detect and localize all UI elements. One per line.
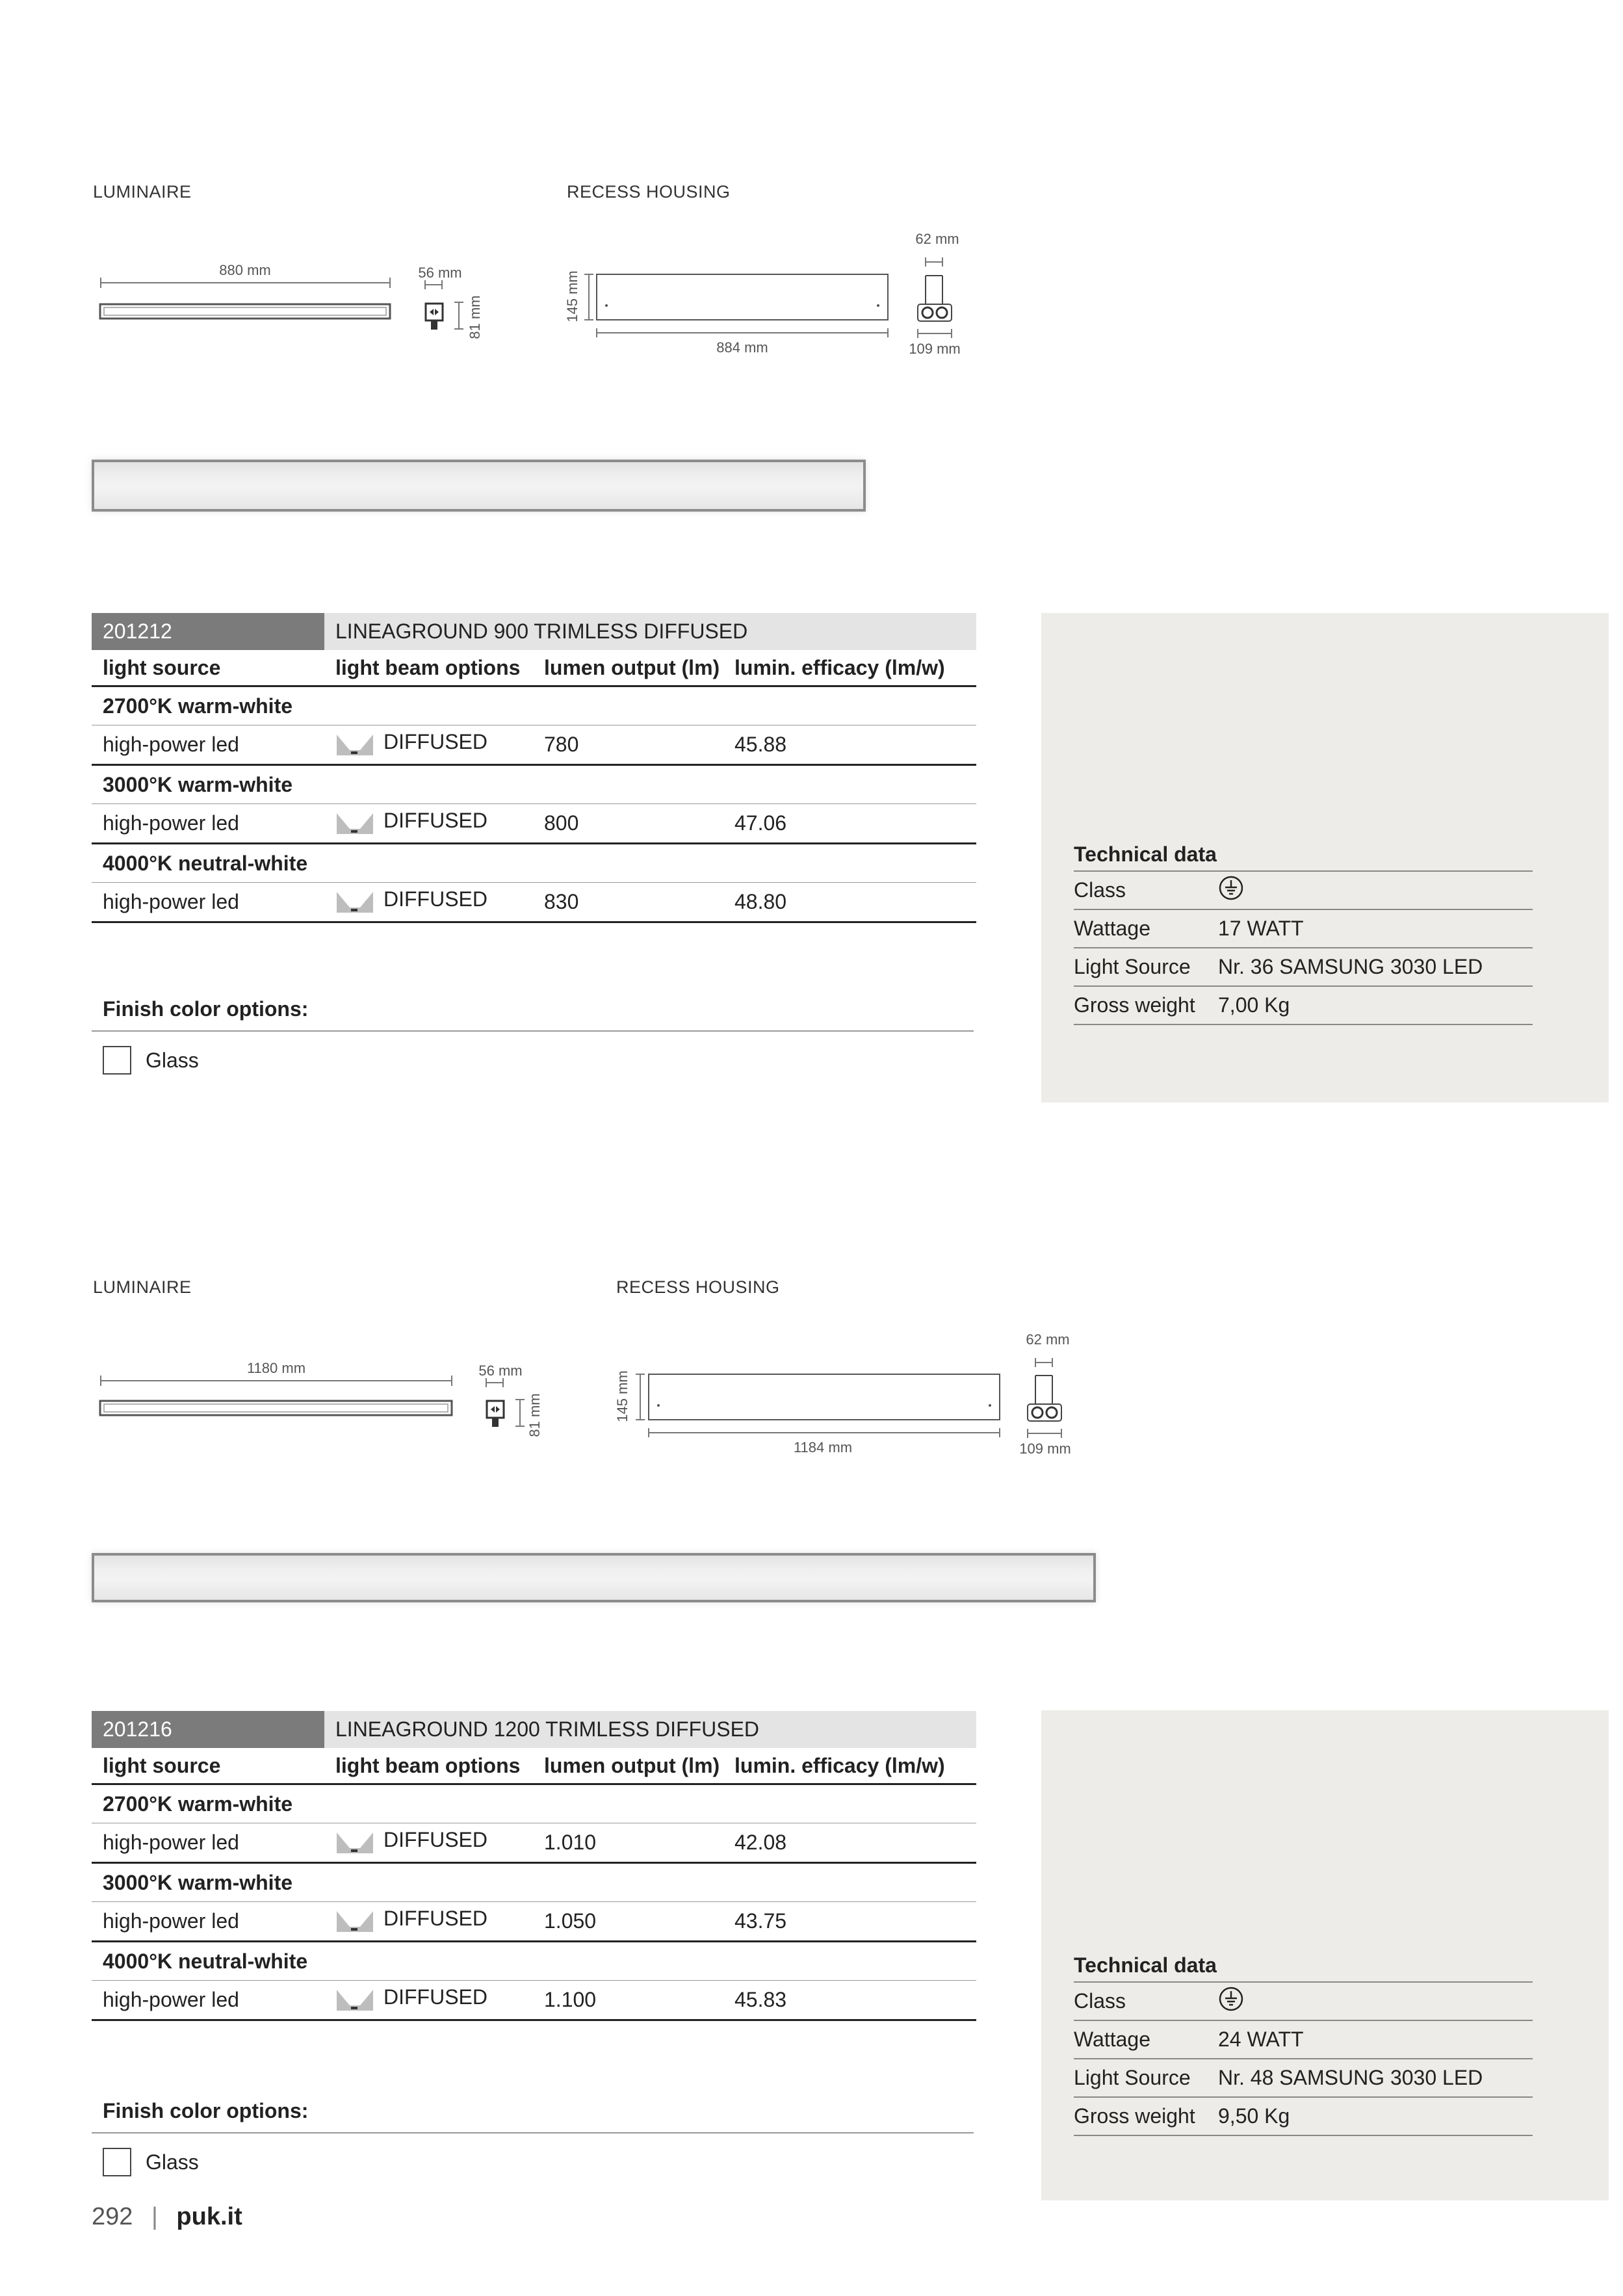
col-efficacy: lumin. efficacy (lm/w) — [734, 1754, 945, 1777]
page-number: 292 — [92, 2203, 133, 2230]
tech-source: Nr. 36 SAMSUNG 3030 LED — [1218, 955, 1483, 978]
table-row — [92, 1823, 976, 1864]
row-lumen: 1.010 — [544, 1831, 597, 1854]
glass-checkbox[interactable] — [103, 1046, 131, 1075]
row-source: high-power led — [103, 1909, 239, 1933]
finish-title: Finish color options: — [92, 997, 974, 1032]
tech-weight: 7,00 Kg — [1218, 993, 1290, 1017]
tech-class-label: Class — [1074, 1989, 1126, 2013]
diffused-beam-icon — [335, 1985, 374, 2011]
diffused-beam-icon — [335, 1827, 374, 1853]
product-name: LINEAGROUND 1200 TRIMLESS DIFFUSED — [324, 1711, 976, 1748]
temp-row: 2700°K warm-white — [92, 687, 976, 725]
row-source: high-power led — [103, 1831, 239, 1854]
row-source: high-power led — [103, 890, 239, 913]
tech-class-label: Class — [1074, 878, 1126, 902]
lum-height-dim: 81 mm — [526, 1393, 543, 1437]
footer-separator: | — [151, 2203, 158, 2230]
table-row — [92, 1902, 976, 1942]
product-photo — [92, 1553, 1096, 1602]
glass-checkbox[interactable] — [103, 2148, 131, 2176]
dimension-drawing — [91, 215, 1001, 377]
finish-option-label: Glass — [146, 1048, 199, 1072]
dimension-drawing — [91, 1313, 1131, 1476]
tech-title: Technical data — [1074, 1953, 1533, 1983]
lum-width-dim: 56 mm — [478, 1363, 523, 1379]
recess-housing-label: RECESS HOUSING — [616, 1277, 780, 1297]
tech-source: Nr. 48 SAMSUNG 3030 LED — [1218, 2066, 1483, 2089]
finish-options — [92, 2099, 974, 2176]
row-beam: DIFFUSED — [383, 887, 487, 911]
housing-bottom-dim: 109 mm — [1019, 1441, 1071, 1457]
housing-bottom-dim: 109 mm — [909, 341, 961, 357]
tech-weight: 9,50 Kg — [1218, 2104, 1290, 2128]
row-lumen: 780 — [544, 733, 579, 756]
row-source: high-power led — [103, 1988, 239, 2011]
product-name: LINEAGROUND 900 TRIMLESS DIFFUSED — [324, 613, 976, 650]
row-efficacy: 43.75 — [734, 1909, 787, 1933]
product-code: 201216 — [92, 1711, 324, 1748]
luminaire-label: LUMINAIRE — [93, 1277, 192, 1297]
row-beam: DIFFUSED — [383, 1985, 487, 2009]
technical-data — [1074, 842, 1533, 1025]
row-lumen: 830 — [544, 890, 579, 913]
row-efficacy: 45.83 — [734, 1988, 787, 2011]
earth-ground-icon — [1218, 875, 1244, 901]
temp-row: 3000°K warm-white — [92, 1864, 976, 1902]
finish-title: Finish color options: — [92, 2099, 974, 2133]
site-link[interactable]: puk.it — [176, 2203, 242, 2230]
table-row — [92, 883, 976, 923]
tech-wattage-label: Wattage — [1074, 917, 1150, 940]
row-beam: DIFFUSED — [383, 730, 487, 753]
product-table — [92, 613, 976, 923]
lum-height-dim: 81 mm — [467, 295, 483, 339]
tech-source-label: Light Source — [1074, 2066, 1191, 2089]
temp-row: 4000°K neutral-white — [92, 1942, 976, 1981]
row-efficacy: 47.06 — [734, 811, 787, 835]
lum-length-dim: 1180 mm — [246, 1360, 306, 1376]
luminaire-label: LUMINAIRE — [93, 182, 192, 202]
finish-options — [92, 997, 974, 1075]
housing-length-dim: 1184 mm — [793, 1439, 853, 1455]
tech-source-label: Light Source — [1074, 955, 1191, 978]
tech-weight-label: Gross weight — [1074, 2104, 1195, 2128]
row-lumen: 1.100 — [544, 1988, 597, 2011]
temp-row: 2700°K warm-white — [92, 1785, 976, 1823]
col-efficacy: lumin. efficacy (lm/w) — [734, 656, 945, 679]
tech-wattage-label: Wattage — [1074, 2028, 1150, 2051]
row-beam: DIFFUSED — [383, 809, 487, 832]
row-lumen: 800 — [544, 811, 579, 835]
tech-weight-label: Gross weight — [1074, 993, 1195, 1017]
row-efficacy: 45.88 — [734, 733, 787, 756]
row-lumen: 1.050 — [544, 1909, 597, 1933]
temp-row: 3000°K warm-white — [92, 766, 976, 804]
row-beam: DIFFUSED — [383, 1828, 487, 1851]
table-row — [92, 804, 976, 844]
housing-length-dim: 884 mm — [716, 339, 768, 356]
row-source: high-power led — [103, 811, 239, 835]
col-lumen-output: lumen output (lm) — [544, 656, 720, 679]
lum-width-dim: 56 mm — [418, 265, 462, 281]
diffused-beam-icon — [335, 729, 374, 755]
diffused-beam-icon — [335, 808, 374, 834]
page-footer — [92, 2203, 242, 2231]
finish-option-label: Glass — [146, 2150, 199, 2174]
row-efficacy: 42.08 — [734, 1831, 787, 1854]
lum-length-dim: 880 mm — [219, 262, 271, 278]
row-efficacy: 48.80 — [734, 890, 787, 913]
col-lumen-output: lumen output (lm) — [544, 1754, 720, 1777]
housing-top-dim: 62 mm — [915, 231, 959, 247]
row-source: high-power led — [103, 733, 239, 756]
col-light-source: light source — [103, 656, 221, 679]
housing-top-dim: 62 mm — [1026, 1331, 1070, 1348]
housing-height-dim: 145 mm — [614, 1370, 630, 1422]
tech-title: Technical data — [1074, 842, 1533, 872]
recess-housing-label: RECESS HOUSING — [567, 182, 731, 202]
tech-wattage: 17 WATT — [1218, 917, 1304, 940]
diffused-beam-icon — [335, 887, 374, 913]
product-table — [92, 1711, 976, 2021]
table-row — [92, 1981, 976, 2021]
col-beam-options: light beam options — [335, 656, 521, 679]
product-photo — [92, 460, 866, 512]
housing-height-dim: 145 mm — [564, 270, 580, 322]
tech-wattage: 24 WATT — [1218, 2028, 1304, 2051]
temp-row: 4000°K neutral-white — [92, 844, 976, 883]
table-row — [92, 725, 976, 766]
product-code: 201212 — [92, 613, 324, 650]
technical-data — [1074, 1953, 1533, 2136]
diffused-beam-icon — [335, 1906, 374, 1932]
col-light-source: light source — [103, 1754, 221, 1777]
row-beam: DIFFUSED — [383, 1907, 487, 1930]
earth-ground-icon — [1218, 1986, 1244, 2012]
col-beam-options: light beam options — [335, 1754, 521, 1777]
